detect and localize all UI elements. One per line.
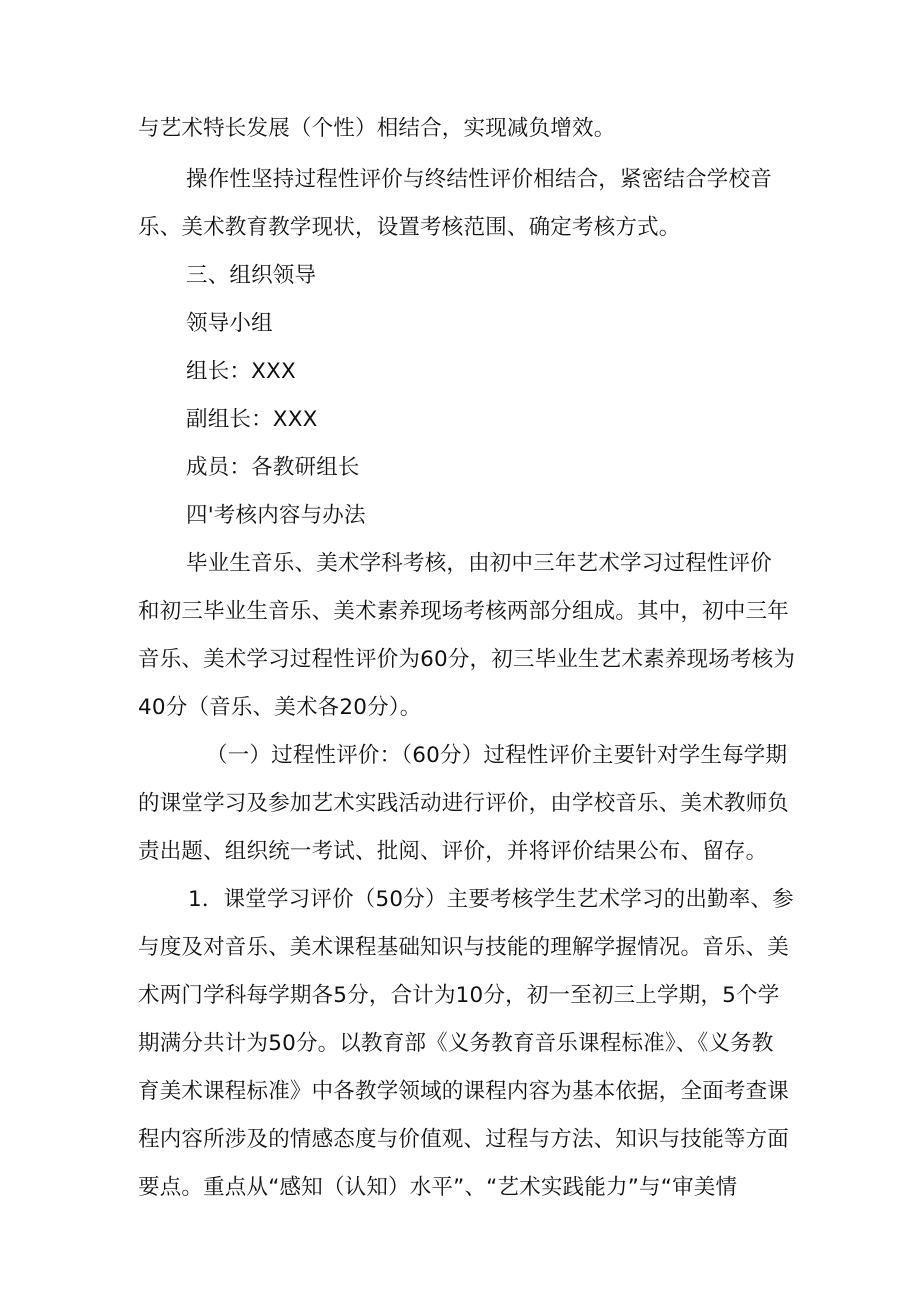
paragraph-line: 与艺术特长发展（个性）相结合，实现减负增效。: [138, 116, 616, 141]
leader-line: 组长：XXX: [186, 359, 296, 384]
paragraph-line: 责出题、组织统一考试、批阅、评价，并将评价结果公布、留存。: [138, 839, 768, 864]
paragraph-line: 的课堂学习及参加艺术实践活动进行评价，由学校音乐、美术教师负: [138, 791, 790, 816]
paragraph-line: 和初三毕业生音乐、美术素养现场考核两部分组成。其中，初中三年: [138, 599, 790, 624]
paragraph-line: 与度及对音乐、美术课程基础知识与技能的理解学握情况。音乐、美: [138, 935, 790, 960]
paragraph-line: 程内容所涉及的情感态度与价值观、过程与方法、知识与技能等方面: [138, 1127, 790, 1152]
deputy-leader-line: 副组长：XXX: [186, 407, 318, 432]
paragraph-line: 毕业生音乐、美术学科考核，由初中三年艺术学习过程性评价: [186, 551, 772, 576]
paragraph-line: 要点。重点从“感知（认知）水平”、“艺术实践能力”与“审美情: [138, 1175, 738, 1200]
paragraph-line: 音乐、美术学习过程性评价为60分，初三毕业生艺术素养现场考核为: [138, 647, 796, 672]
section-heading: 四'考核内容与办法: [186, 503, 366, 528]
section-heading: 三、组织领导: [186, 263, 317, 288]
numbered-item-line: 1．课堂学习评价（50分）主要考核学生艺术学习的出勤率、参: [188, 887, 794, 912]
paragraph-line: 期满分共计为50分。以教育部《义务教育音乐课程标准》、《义务教: [138, 1031, 774, 1056]
paragraph-line: 乐、美术教育教学现状，设置考核范围、确定考核方式。: [138, 215, 681, 240]
paragraph-line: 操作性坚持过程性评价与终结性评价相结合，紧密结合学校音: [186, 167, 772, 192]
members-line: 成员：各教研组长: [186, 455, 360, 480]
paragraph-line: 育美术课程标准》中各教学领域的课程内容为基本依据，全面考查课: [138, 1079, 790, 1104]
paragraph-line: 40分（音乐、美术各20分）。: [138, 695, 422, 720]
subheading: 领导小组: [186, 311, 273, 336]
paragraph-line: 术两门学科每学期各5分，合计为10分，初一至初三上学期，5个学: [138, 983, 780, 1008]
subsection-line: （一）过程性评价：（60分）过程性评价主要针对学生每学期: [206, 743, 788, 768]
